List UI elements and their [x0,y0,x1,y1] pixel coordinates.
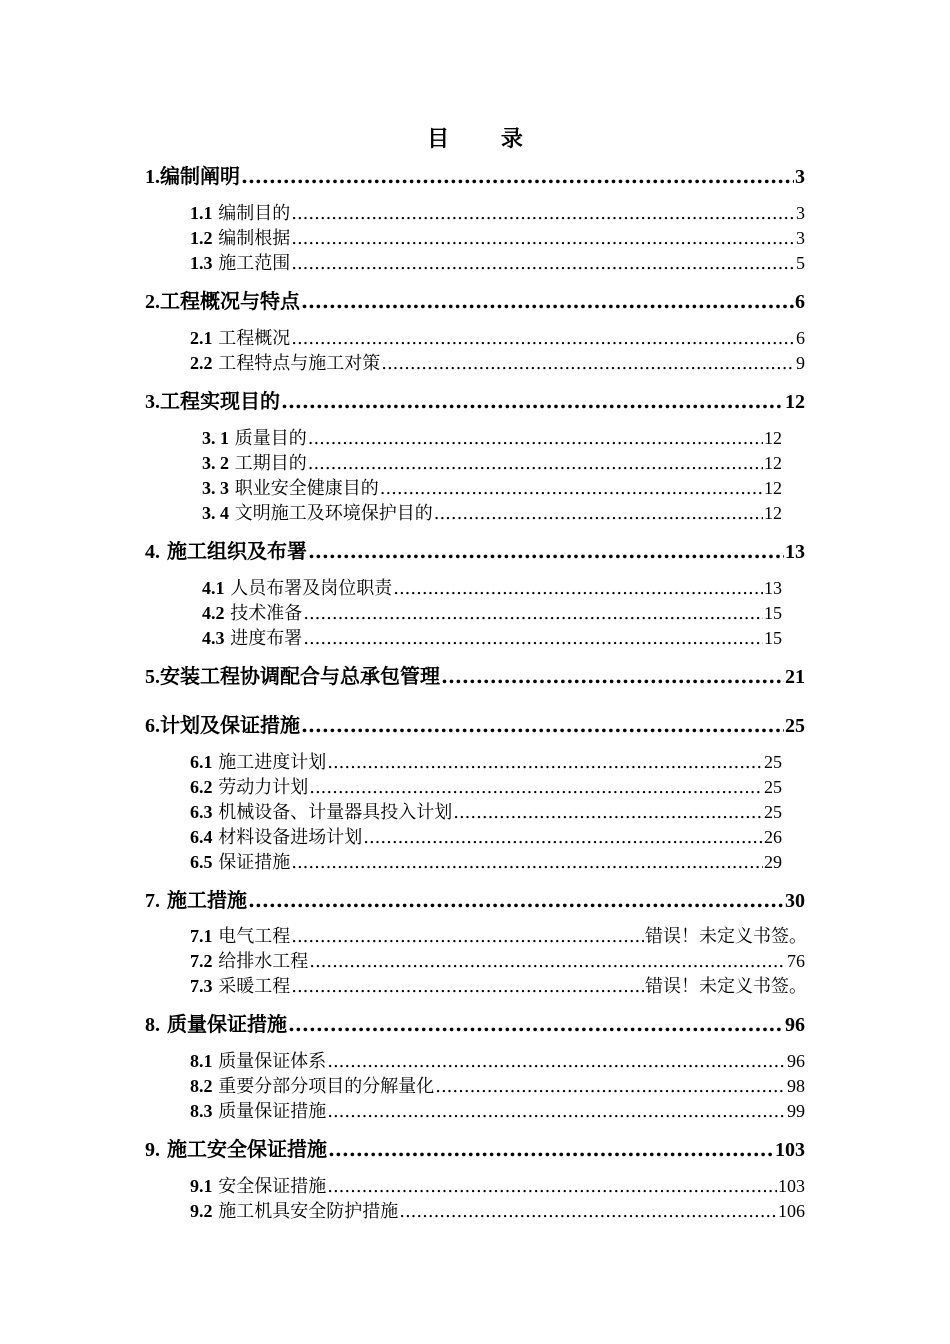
section-page: 13 [764,578,782,598]
chapter-number: 8. [145,1014,160,1036]
dot-leader [381,353,795,374]
section-number: 6.2 [190,777,213,797]
section-label: 编制根据 [218,228,291,249]
section-label: 工期目的 [234,453,307,474]
toc-chapter-7[interactable] [145,884,805,912]
section-number: 1.3 [190,253,213,273]
chapter-label: 施工安全保证措施 [166,1137,327,1161]
section-page: 103 [778,1176,805,1196]
toc-section-9-1[interactable] [190,1172,805,1197]
section-label: 材料设备进场计划 [218,827,363,848]
section-page: 12 [764,428,782,448]
section-number: 2.1 [190,328,213,348]
section-label: 编制目的 [218,203,291,224]
section-number: 4.1 [202,578,225,598]
section-label: 重要分部分项目的分解量化 [218,1076,435,1097]
chapter-number: 3. [145,391,160,413]
section-page: 26 [764,827,782,847]
section-label: 施工进度计划 [218,752,327,773]
dot-leader [291,203,795,224]
section-label: 技术准备 [230,603,303,624]
section-page: 29 [764,852,782,872]
toc-title: 目 录 [427,126,545,152]
section-page: 15 [764,628,782,648]
chapter-number: 2. [145,291,160,313]
dot-leader [288,1012,784,1036]
section-number: 6.3 [190,802,213,822]
section-page: 3 [796,228,805,248]
section-number: 3. 3 [202,478,229,498]
dot-leader [301,289,794,313]
section-label: 人员布署及岗位职责 [230,578,393,599]
section-page-error: 错误！未定义书签。 [645,926,807,947]
chapter-label: 编制阐明 [160,164,240,188]
dot-leader [248,888,784,912]
dot-leader [291,228,795,249]
toc-chapter-3[interactable] [145,385,805,413]
toc-section-8-3[interactable] [190,1097,805,1122]
toc-section-1-2[interactable] [190,224,805,249]
chapter-number: 5. [145,666,160,688]
chapter-label: 工程概况与特点 [160,289,300,313]
dot-leader [291,253,795,274]
chapter-number: 6. [145,715,160,737]
chapter-page: 12 [785,391,805,413]
section-page: 12 [764,478,782,498]
section-label: 进度布署 [230,628,303,649]
dot-leader [291,852,763,873]
toc-chapter-5[interactable] [145,660,805,688]
section-number: 1.2 [190,228,213,248]
dot-leader [291,976,644,997]
chapter-label: 安装工程协调配合与总承包管理 [160,664,440,688]
section-label: 机械设备、计量器具投入计划 [218,802,453,823]
section-number: 2.2 [190,353,213,373]
section-page: 15 [764,603,782,623]
dot-leader [393,578,763,599]
section-number: 3. 2 [202,453,229,473]
section-page: 76 [787,951,805,971]
dot-leader [363,827,763,848]
dot-leader [435,1076,786,1097]
toc-section-7-3[interactable] [190,972,807,997]
dot-leader [291,328,795,349]
section-label: 施工范围 [218,253,291,274]
chapter-label: 施工组织及布署 [166,539,307,563]
section-number: 1.1 [190,203,213,223]
dot-leader [309,951,786,972]
section-label: 给排水工程 [218,951,309,972]
section-page: 5 [796,253,805,273]
toc-section-3-1[interactable] [202,424,782,449]
chapter-number: 4. [145,541,160,563]
toc-section-8-2[interactable] [190,1072,805,1097]
section-number: 3. 1 [202,428,229,448]
section-page: 12 [764,453,782,473]
chapter-page: 96 [785,1014,805,1036]
section-label: 保证措施 [218,852,291,873]
section-page: 99 [787,1101,805,1121]
toc-section-2-2[interactable] [190,349,805,374]
chapter-label: 施工措施 [166,888,247,912]
toc-section-7-2[interactable] [190,947,805,972]
dot-leader [453,802,763,823]
chapter-label: 质量保证措施 [166,1012,287,1036]
toc-section-6-5[interactable] [190,848,782,873]
chapter-page: 13 [785,541,805,563]
dot-leader [281,389,784,413]
section-page: 106 [778,1201,805,1221]
section-label: 施工机具安全防护措施 [218,1201,399,1222]
section-number: 8.3 [190,1101,213,1121]
section-page: 96 [787,1051,805,1071]
chapter-page: 103 [775,1139,805,1161]
section-label: 采暖工程 [218,976,291,997]
section-page: 25 [764,752,782,772]
chapter-number: 1. [145,166,160,188]
section-page: 12 [764,503,782,523]
dot-leader [291,926,644,947]
dot-leader [308,428,763,449]
section-number: 9.2 [190,1201,213,1221]
section-number: 4.3 [202,628,225,648]
dot-leader [303,603,763,624]
section-label: 职业安全健康目的 [234,478,379,499]
chapter-label: 计划及保证措施 [160,713,300,737]
dot-leader [441,664,784,688]
toc-chapter-6[interactable] [145,709,805,737]
section-number: 6.5 [190,852,213,872]
chapter-page: 25 [785,715,805,737]
dot-leader [327,1101,786,1122]
section-number: 8.1 [190,1051,213,1071]
section-label: 质量保证措施 [218,1101,327,1122]
dot-leader [380,478,763,499]
chapter-label: 工程实现目的 [160,389,280,413]
toc-section-4-2[interactable] [202,599,782,624]
section-label: 安全保证措施 [218,1176,327,1197]
chapter-page: 30 [785,890,805,912]
dot-leader [327,1051,786,1072]
chapter-page: 6 [795,291,805,313]
toc-section-4-3[interactable] [202,624,782,649]
toc-section-1-1[interactable] [190,199,805,224]
section-page: 98 [787,1076,805,1096]
toc-section-1-3[interactable] [190,249,805,274]
toc-section-8-1[interactable] [190,1047,805,1072]
section-number: 7.1 [190,926,213,946]
dot-leader [301,713,784,737]
toc-section-9-2[interactable] [190,1197,805,1222]
toc-section-6-2[interactable] [190,773,782,798]
chapter-number: 9. [145,1139,160,1161]
section-label: 电气工程 [218,926,291,947]
toc-chapter-2[interactable] [145,285,805,313]
toc-section-3-4[interactable] [202,499,782,524]
section-label: 质量目的 [234,428,307,449]
section-label: 质量保证体系 [218,1051,327,1072]
section-page: 25 [764,777,782,797]
section-page: 9 [796,353,805,373]
section-label: 工程概况 [218,328,291,349]
section-number: 6.1 [190,752,213,772]
section-number: 6.4 [190,827,213,847]
section-number: 7.2 [190,951,213,971]
toc-section-2-1[interactable] [190,324,805,349]
section-number: 3. 4 [202,503,229,523]
toc-chapter-8[interactable] [145,1008,805,1036]
chapter-page: 3 [795,166,805,188]
section-number: 9.1 [190,1176,213,1196]
section-page-error: 错误！未定义书签。 [645,976,807,997]
toc-section-6-1[interactable] [190,748,782,773]
section-number: 7.3 [190,976,213,996]
dot-leader [308,539,784,563]
section-number: 4.2 [202,603,225,623]
toc-section-6-3[interactable] [190,798,782,823]
toc-section-4-1[interactable] [202,574,782,599]
chapter-number: 7. [145,890,160,912]
section-label: 工程特点与施工对策 [218,353,381,374]
toc-section-3-3[interactable] [202,474,782,499]
toc-section-3-2[interactable] [202,449,782,474]
section-page: 6 [796,328,805,348]
toc-chapter-4[interactable] [145,535,805,563]
dot-leader [303,628,763,649]
dot-leader [241,164,794,188]
chapter-page: 21 [785,666,805,688]
section-label: 劳动力计划 [218,777,309,798]
dot-leader [399,1201,777,1222]
section-number: 8.2 [190,1076,213,1096]
section-label: 文明施工及环境保护目的 [234,503,433,524]
dot-leader [308,453,763,474]
dot-leader [328,1137,774,1161]
dot-leader [327,752,763,773]
toc-section-7-1[interactable] [190,922,807,947]
dot-leader [327,1176,777,1197]
section-page: 25 [764,802,782,822]
toc-section-6-4[interactable] [190,823,782,848]
dot-leader [434,503,763,524]
toc-chapter-1[interactable] [145,160,805,188]
toc-chapter-9[interactable] [145,1133,805,1161]
section-page: 3 [796,203,805,223]
dot-leader [309,777,763,798]
